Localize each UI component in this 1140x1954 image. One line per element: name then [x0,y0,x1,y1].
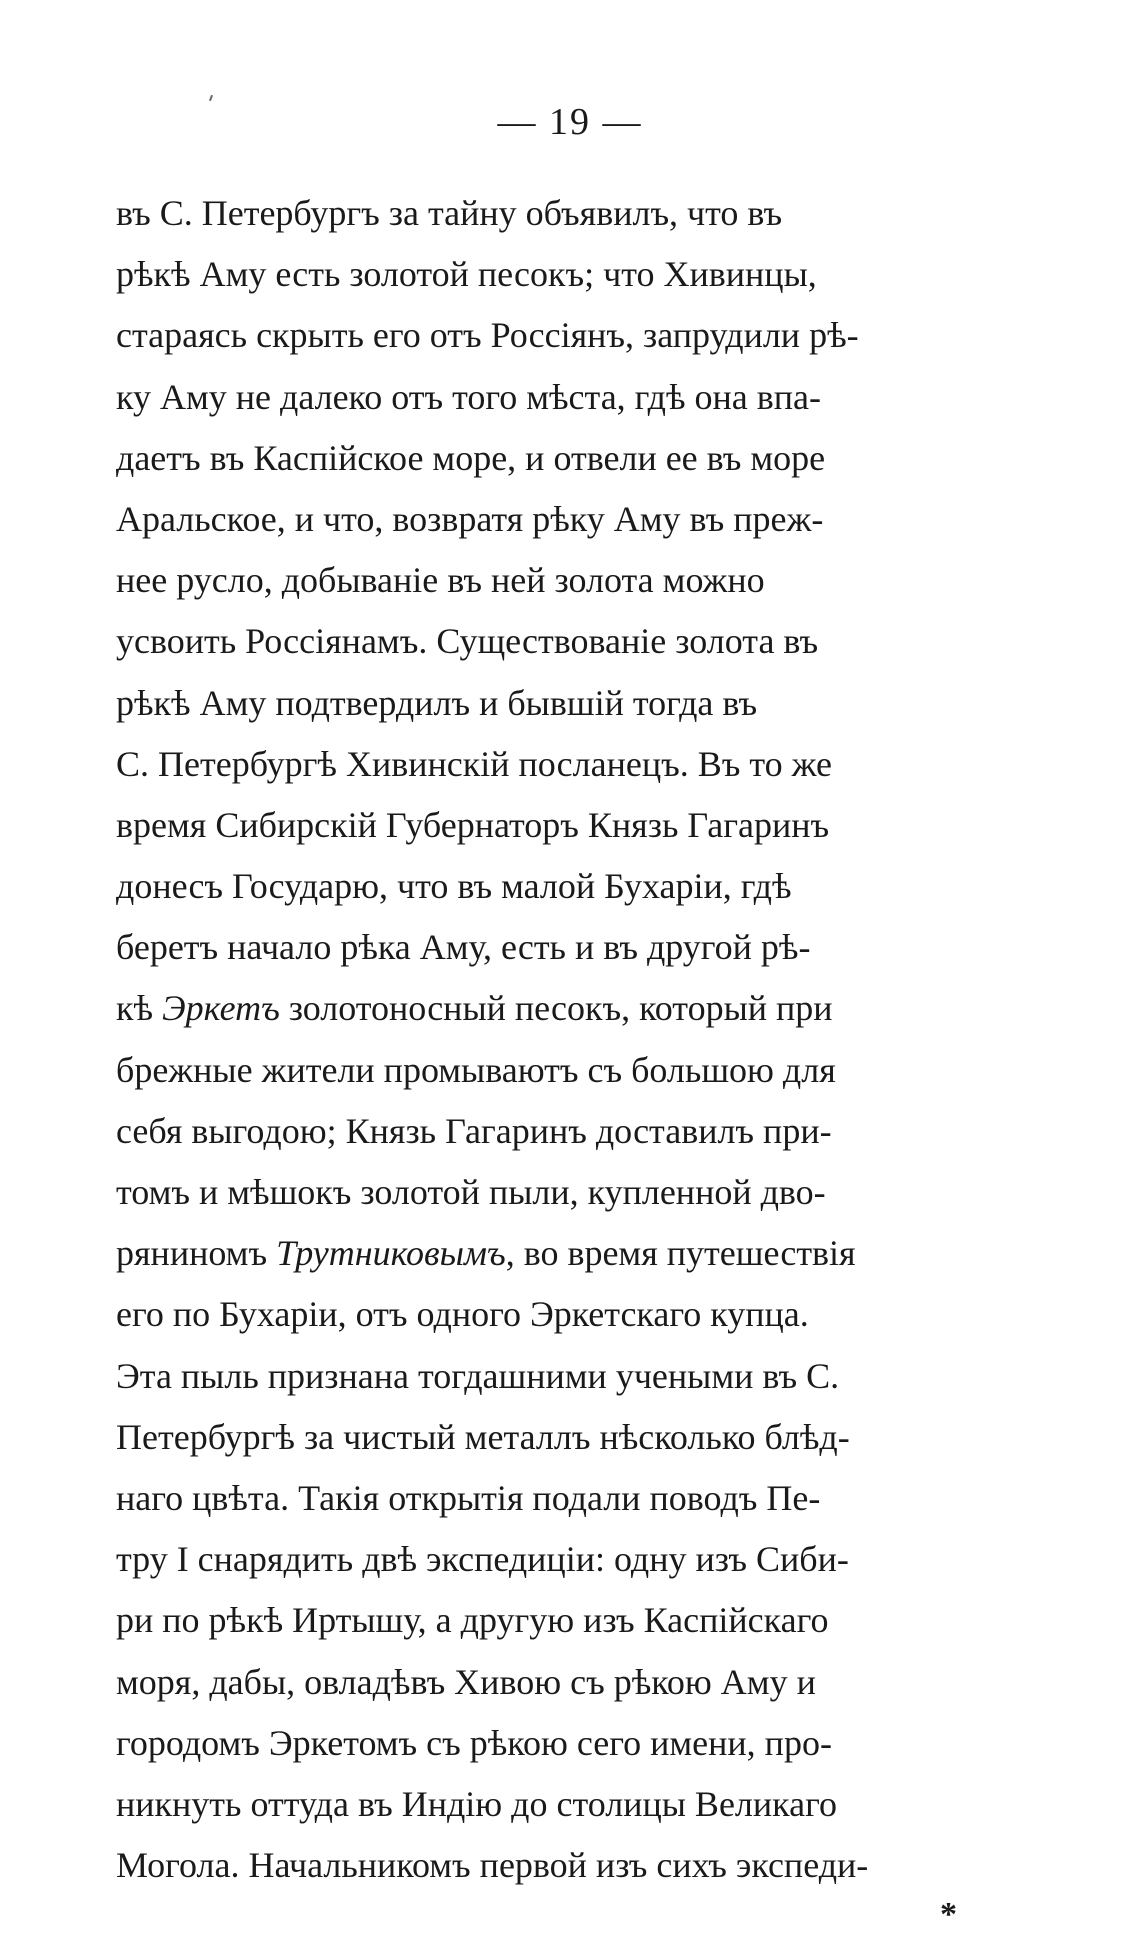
text-line [116,1162,1010,1223]
text-line [116,856,1010,917]
text-line [116,1223,1010,1284]
text-line [116,1040,1010,1101]
text-segment: золотоносный песокъ, который при [279,988,833,1029]
text-segment: С. Петербургѣ Хивинскій посланецъ. Въ то же [116,743,832,784]
text-segment: Эта пыль признана тогдашними учеными въ С. [116,1355,840,1396]
text-segment: стараясь скрыть его отъ Россіянъ, запрудили рѣ- [116,315,859,356]
text-segment: брежные жители промываютъ съ большою для [116,1049,836,1090]
text-segment: ри по рѣкѣ Иртышу, а другую изъ Каспійскаго [116,1600,829,1641]
text-segment: въ С. Петербургъ за тайну объявилъ, что въ [116,193,783,233]
text-line [116,1346,1010,1407]
text-line [116,550,1010,611]
text-segment: Аральское, и что, возвратя рѣку Аму въ преж- [116,498,824,539]
text-segment: наго цвѣта. Такія открытія подали поводъ Пе- [116,1477,821,1518]
text-line [116,305,1010,366]
text-segment: тру I снарядить двѣ экспедиціи: одну изъ Сиби- [116,1539,849,1580]
text-segment: беретъ начало рѣка Аму, есть и въ другой рѣ- [116,927,811,968]
text-line [116,367,1010,428]
text-line [116,183,1010,244]
text-line [116,1713,1010,1774]
text-line [116,1835,1010,1896]
text-line [116,1284,1010,1345]
body-text [116,183,1010,1896]
text-line [116,978,1010,1039]
text-line [116,1101,1010,1162]
catchword-mark: * [940,1896,957,1933]
text-segment: себя выгодою; Князь Гагаринъ доставилъ при- [116,1110,832,1151]
text-segment: Могола. Начальникомъ первой изъ сихъ экспеди- [116,1845,869,1886]
text-line [116,917,1010,978]
text-segment: томъ и мѣшокъ золотой пыли, купленной дво- [116,1172,826,1212]
text-line [116,1590,1010,1651]
text-segment: Петербургѣ за чистый металлъ нѣсколько блѣд- [116,1416,850,1457]
text-line [116,428,1010,489]
text-segment: усвоить Россіянамъ. Существованіе золота въ [116,621,819,662]
text-segment: ряниномъ [116,1233,277,1274]
text-line [116,611,1010,672]
text-segment: время Сибирскій Губернаторъ Князь Гагаринъ [116,804,830,845]
text-line [116,1407,1010,1468]
text-segment: даетъ въ Каспійское море, и отвели ее въ море [116,437,826,478]
text-line [116,1468,1010,1529]
text-segment: моря, дабы, овладѣвъ Хивою съ рѣкою Аму и [116,1661,816,1702]
text-line [116,489,1010,550]
text-line [116,1774,1010,1835]
text-segment: ку Аму не далеко отъ того мѣста, гдѣ она впа- [116,376,821,417]
text-line [116,734,1010,795]
italic-proper-name: Трутниковымъ [276,1233,506,1274]
text-line [116,795,1010,856]
text-segment: донесъ Государю, что въ малой Бухаріи, гдѣ [116,866,792,907]
text-line [116,244,1010,305]
text-line [116,1652,1010,1713]
text-segment: рѣкѣ Аму есть золотой песокъ; что Хивинцы, [116,254,817,295]
text-line [116,673,1010,734]
text-segment: нее русло, добываніе въ ней золота можно [116,560,765,601]
text-segment: рѣкѣ Аму подтвердилъ и бывшій тогда въ [116,682,758,723]
text-segment: кѣ [116,988,163,1029]
text-segment: городомъ Эркетомъ съ рѣкою сего имени, про- [116,1722,832,1763]
text-line [116,1529,1010,1590]
text-segment: его по Бухаріи, отъ одного Эркетскаго купца. [116,1294,809,1335]
text-segment: , во время путешествія [505,1233,856,1274]
italic-proper-name: Эркетъ [162,988,280,1029]
text-segment: никнуть оттуда въ Индію до столицы Великаго [116,1783,837,1824]
page-number: — 19 — [497,101,643,143]
